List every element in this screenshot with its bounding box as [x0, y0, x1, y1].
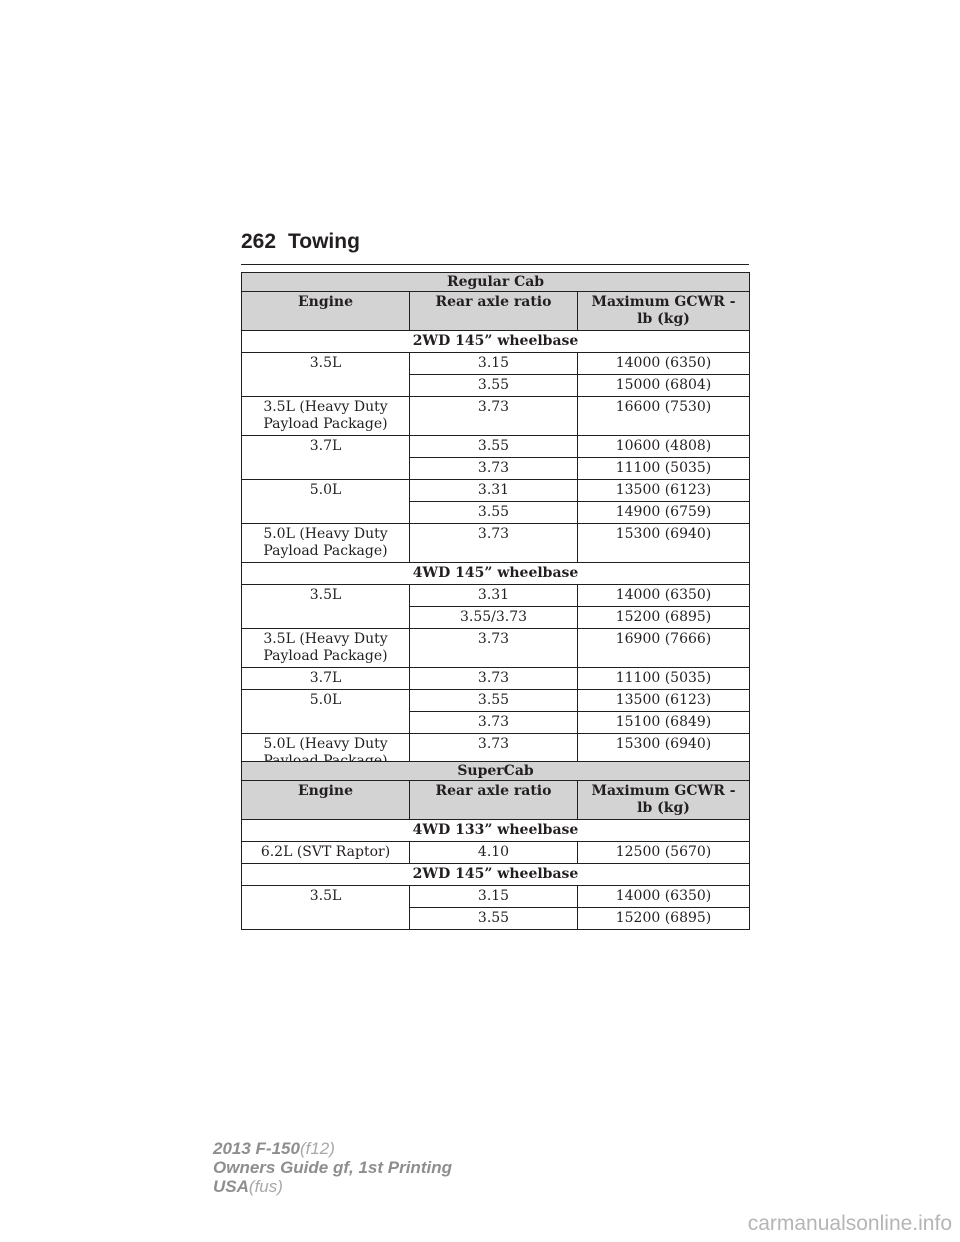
wheelbase-row: [242, 331, 750, 353]
gcwr-cell: 11100 (5035): [578, 458, 750, 480]
engine-cell: 5.0L (Heavy Duty Payload Package): [242, 524, 410, 563]
gcwr-cell: 15200 (6895): [578, 908, 750, 930]
engine-cell: 5.0L (Heavy Duty: [242, 734, 410, 773]
table-row: [242, 585, 750, 607]
gcwr-cell: 14000 (6350): [578, 585, 750, 607]
axle-ratio-cell: 3.55/3.73: [410, 607, 578, 629]
gcwr-cell: 14000 (6350): [578, 886, 750, 908]
table-row: [242, 690, 750, 712]
column-header: Engine: [242, 781, 410, 820]
wheelbase-row: [242, 820, 750, 842]
axle-ratio-cell: 3.55: [410, 908, 578, 930]
engine-cell: 3.7L: [242, 436, 410, 480]
column-header-row: [242, 781, 750, 820]
axle-ratio-cell: 3.73: [410, 734, 578, 773]
axle-ratio-cell: 3.55: [410, 375, 578, 397]
axle-ratio-cell: 3.31: [410, 585, 578, 607]
gcwr-cell: 12500 (5670): [578, 842, 750, 864]
table-title: SuperCab: [242, 762, 750, 781]
axle-ratio-cell: 3.73: [410, 629, 578, 668]
gcwr-cell: 16600 (7530): [578, 397, 750, 436]
engine-cell: 5.0L: [242, 690, 410, 734]
page-number: 262: [241, 230, 277, 253]
footer-model-code: (f12): [299, 1139, 335, 1158]
gcwr-cell: 15300 (6940): [578, 524, 750, 563]
gcwr-cell: 15200 (6895): [578, 607, 750, 629]
table-row: [242, 480, 750, 502]
gcwr-cell: 11100 (5035): [578, 668, 750, 690]
axle-ratio-cell: 4.10: [410, 842, 578, 864]
gcwr-cell: 13500 (6123): [578, 480, 750, 502]
table-title-row: [242, 762, 750, 781]
footer-model: 2013 F-150: [213, 1139, 300, 1158]
table-row: [242, 436, 750, 458]
axle-ratio-cell: 3.15: [410, 886, 578, 908]
regular-cab-table: [241, 272, 750, 773]
gcwr-cell: 15100 (6849): [578, 712, 750, 734]
axle-ratio-cell: 3.73: [410, 668, 578, 690]
column-header: Maximum GCWR - lb (kg): [578, 292, 750, 331]
engine-cell: 6.2L (SVT Raptor): [242, 842, 410, 864]
axle-ratio-cell: 3.73: [410, 712, 578, 734]
gcwr-cell: 15300 (6940): [578, 734, 750, 773]
page-header: [241, 230, 749, 265]
watermark: carmanualsonline.info: [747, 1212, 952, 1235]
table-title: Regular Cab: [242, 273, 750, 292]
wheelbase-label: 4WD 133” wheelbase: [242, 820, 750, 842]
axle-ratio-cell: 3.55: [410, 502, 578, 524]
engine-cell: 3.5L (Heavy Duty Payload Package): [242, 629, 410, 668]
column-header: Engine: [242, 292, 410, 331]
table-row: [242, 524, 750, 563]
engine-cell: 3.5L: [242, 353, 410, 397]
table-row: [242, 886, 750, 908]
wheelbase-label: 2WD 145” wheelbase: [242, 864, 750, 886]
axle-ratio-cell: 3.73: [410, 397, 578, 436]
gcwr-cell: 14000 (6350): [578, 353, 750, 375]
gcwr-cell: 14900 (6759): [578, 502, 750, 524]
print-footer: [213, 1139, 452, 1196]
engine-cell: 3.5L: [242, 585, 410, 629]
footer-market: USA: [213, 1177, 249, 1196]
table-title-row: [242, 273, 750, 292]
table-row: [242, 353, 750, 375]
footer-market-code: (fus): [248, 1177, 283, 1196]
column-header: Rear axle ratio: [410, 781, 578, 820]
wheelbase-row: [242, 563, 750, 585]
gcwr-cell: 13500 (6123): [578, 690, 750, 712]
wheelbase-row: [242, 864, 750, 886]
section-title: Towing: [288, 230, 360, 253]
gcwr-cell: 16900 (7666): [578, 629, 750, 668]
wheelbase-label: 4WD 145” wheelbase: [242, 563, 750, 585]
axle-ratio-cell: 3.15: [410, 353, 578, 375]
gcwr-cell: 15000 (6804): [578, 375, 750, 397]
table-row: [242, 397, 750, 436]
table-row: [242, 842, 750, 864]
table-row: [242, 668, 750, 690]
table-row: [242, 629, 750, 668]
axle-ratio-cell: 3.31: [410, 480, 578, 502]
axle-ratio-cell: 3.73: [410, 458, 578, 480]
axle-ratio-cell: 3.55: [410, 690, 578, 712]
engine-cell: 3.5L: [242, 886, 410, 930]
engine-cell: 3.7L: [242, 668, 410, 690]
wheelbase-label: 2WD 145” wheelbase: [242, 331, 750, 353]
axle-ratio-cell: 3.55: [410, 436, 578, 458]
footer-guide: Owners Guide gf, 1st Printing: [213, 1158, 452, 1177]
column-header: Maximum GCWR - lb (kg): [578, 781, 750, 820]
engine-cell: 3.5L (Heavy Duty Payload Package): [242, 397, 410, 436]
supercab-table: [241, 761, 750, 930]
gcwr-cell: 10600 (4808): [578, 436, 750, 458]
engine-cell: 5.0L: [242, 480, 410, 524]
column-header: Rear axle ratio: [410, 292, 578, 331]
column-header-row: [242, 292, 750, 331]
axle-ratio-cell: 3.73: [410, 524, 578, 563]
